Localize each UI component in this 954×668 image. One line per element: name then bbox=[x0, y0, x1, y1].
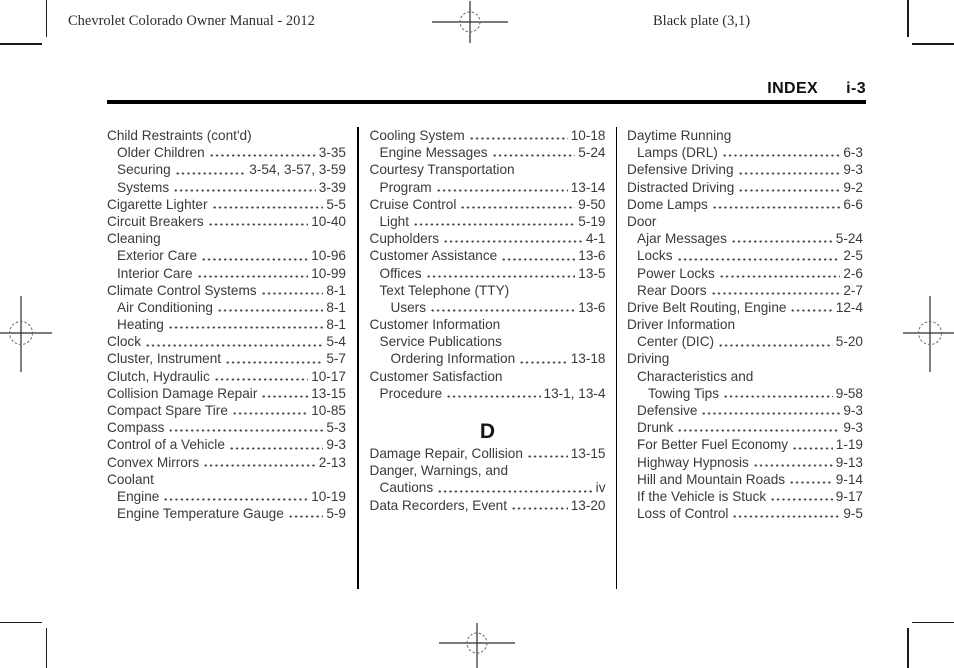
page-reference: 5-19 bbox=[578, 213, 606, 229]
page-reference: 10-17 bbox=[311, 368, 346, 384]
entry-title: Customer Assistance bbox=[369, 248, 498, 264]
index-entry-row bbox=[627, 488, 863, 505]
index-entry-row bbox=[370, 462, 606, 479]
crop-mark-bottom-right-horizontal bbox=[912, 622, 954, 624]
page-reference: 5-5 bbox=[326, 196, 346, 212]
page-reference: 10-99 bbox=[311, 265, 346, 281]
crop-mark-bottom-left-vertical bbox=[46, 628, 48, 668]
index-entry-row bbox=[370, 144, 606, 161]
index-entry-row bbox=[627, 247, 863, 264]
dot-leader bbox=[753, 454, 833, 471]
entry-title: Engine Messages bbox=[379, 145, 488, 161]
index-entry-row bbox=[107, 299, 346, 316]
entry-title: Ajar Messages bbox=[637, 231, 727, 247]
index-column-2 bbox=[359, 127, 616, 590]
page-reference: 13-14 bbox=[570, 179, 606, 195]
index-entry-row bbox=[627, 161, 863, 178]
entry-title: Cleaning bbox=[107, 231, 161, 247]
index-entry-row bbox=[107, 333, 346, 350]
index-entry-row bbox=[627, 316, 863, 333]
page-reference: 5-4 bbox=[326, 334, 346, 350]
dot-leader bbox=[437, 479, 593, 496]
dot-leader bbox=[701, 402, 840, 419]
index-entry-row bbox=[627, 436, 863, 453]
index-entry-row bbox=[107, 402, 346, 419]
dot-leader bbox=[443, 230, 583, 247]
entry-title: Climate Control Systems bbox=[107, 282, 257, 298]
page-reference: 5-9 bbox=[326, 506, 346, 522]
entry-title: Door bbox=[627, 213, 657, 229]
index-entry-row bbox=[370, 333, 606, 350]
entry-title: Older Children bbox=[117, 145, 205, 161]
dot-leader bbox=[519, 350, 568, 367]
dot-leader bbox=[430, 299, 575, 316]
entry-title: Data Recorders, Event bbox=[369, 497, 508, 513]
entry-title: Child Restraints (cont'd) bbox=[107, 128, 252, 143]
dot-leader bbox=[145, 333, 323, 350]
entry-title: Compact Spare Tire bbox=[107, 403, 228, 418]
index-entry-row bbox=[107, 368, 346, 385]
page-reference: 10-40 bbox=[311, 213, 346, 229]
page-reference: 13-15 bbox=[570, 446, 606, 461]
index-entry-row bbox=[370, 385, 606, 402]
index-entry-row bbox=[107, 350, 346, 367]
index-entry-row bbox=[107, 282, 346, 299]
page-reference: 1-19 bbox=[835, 437, 863, 453]
entry-title: Interior Care bbox=[117, 265, 193, 281]
dot-leader bbox=[792, 436, 833, 453]
index-entry-row bbox=[370, 179, 606, 196]
page-reference: 13-6 bbox=[578, 248, 606, 264]
entry-title: Loss of Control bbox=[637, 506, 729, 522]
crop-mark-top-right-vertical bbox=[907, 0, 909, 37]
index-entry-row bbox=[370, 350, 606, 367]
page-reference: 9-13 bbox=[835, 454, 863, 470]
page-reference: 10-96 bbox=[311, 248, 346, 264]
index-entry-row bbox=[627, 299, 863, 316]
dot-leader bbox=[718, 333, 833, 350]
dot-leader bbox=[677, 419, 840, 436]
index-section-letter bbox=[370, 402, 606, 445]
index-entry-row bbox=[627, 230, 863, 247]
dot-leader bbox=[677, 247, 841, 264]
index-entry-row bbox=[627, 505, 863, 522]
index-column-3 bbox=[617, 127, 867, 590]
dot-leader bbox=[175, 161, 247, 178]
page-reference: 10-18 bbox=[570, 128, 606, 143]
dot-leader bbox=[217, 299, 323, 316]
dot-leader bbox=[511, 497, 568, 514]
index-entry-row bbox=[627, 179, 863, 196]
page-reference: 3-39 bbox=[318, 179, 346, 195]
dot-leader bbox=[261, 282, 324, 299]
page-reference: 8-1 bbox=[326, 299, 346, 315]
entry-title: Customer Satisfaction bbox=[369, 368, 503, 384]
dot-leader bbox=[214, 368, 308, 385]
index-entry-row bbox=[107, 161, 346, 178]
index-entry-row bbox=[627, 282, 863, 299]
entry-title: Program bbox=[379, 179, 432, 195]
dot-leader bbox=[212, 196, 324, 213]
entry-title: Defensive Driving bbox=[627, 162, 734, 178]
page-reference: 3-54, 3-57, 3-59 bbox=[249, 162, 346, 178]
index-title-label: INDEX bbox=[767, 80, 819, 97]
page-reference: 9-2 bbox=[843, 179, 863, 195]
entry-title: Systems bbox=[117, 179, 170, 195]
entry-title: Towing Tips bbox=[648, 385, 720, 401]
index-entry-row bbox=[627, 350, 863, 367]
index-entry-row bbox=[107, 213, 346, 230]
index-entry-row bbox=[627, 471, 863, 488]
page-reference: 13-20 bbox=[570, 497, 606, 513]
index-entry-row bbox=[627, 196, 863, 213]
page-reference: 4-1 bbox=[585, 231, 606, 247]
index-entry-row bbox=[107, 265, 346, 282]
page-reference: 9-3 bbox=[843, 420, 863, 436]
dot-leader bbox=[232, 402, 308, 419]
entry-title: Daytime Running bbox=[627, 128, 732, 143]
manual-title-header: Chevrolet Colorado Owner Manual - 2012 bbox=[68, 13, 315, 29]
page-reference: 9-50 bbox=[578, 196, 606, 212]
index-entry-row bbox=[370, 497, 606, 514]
entry-title: Text Telephone (TTY) bbox=[379, 282, 510, 298]
dot-leader bbox=[446, 385, 540, 402]
dot-leader bbox=[738, 179, 840, 196]
index-entry-row bbox=[370, 247, 606, 264]
entry-title: Engine bbox=[117, 488, 160, 504]
index-entry-row bbox=[370, 230, 606, 247]
entry-title: Dome Lamps bbox=[627, 196, 708, 212]
section-letter-label: D bbox=[479, 420, 496, 443]
page-reference: 6-3 bbox=[843, 145, 863, 161]
page-reference: 9-3 bbox=[326, 437, 346, 453]
index-entry-row bbox=[370, 479, 606, 496]
index-entry-row bbox=[107, 419, 346, 436]
entry-title: Danger, Warnings, and bbox=[369, 463, 509, 479]
page-reference: 9-3 bbox=[843, 403, 863, 418]
page-reference: 9-5 bbox=[843, 506, 863, 522]
page-reference: 9-14 bbox=[835, 471, 863, 487]
index-column-1 bbox=[107, 127, 357, 590]
entry-title: Center (DIC) bbox=[637, 334, 715, 350]
index-entry-row bbox=[107, 505, 346, 522]
page-reference: 9-17 bbox=[835, 488, 863, 504]
page-reference: 9-3 bbox=[843, 162, 863, 178]
registration-crosshair-bottom-icon bbox=[439, 620, 515, 668]
dot-leader bbox=[492, 144, 576, 161]
crop-mark-top-left-vertical bbox=[46, 0, 48, 37]
page-reference: 2-13 bbox=[318, 454, 346, 470]
entry-title: Control of a Vehicle bbox=[107, 437, 225, 453]
entry-title: Cigarette Lighter bbox=[107, 196, 208, 212]
entry-title: Convex Mirrors bbox=[107, 454, 200, 470]
entry-title: Cooling System bbox=[369, 128, 465, 143]
dot-leader bbox=[460, 196, 575, 213]
index-entry-row bbox=[107, 385, 346, 402]
index-entry-row bbox=[627, 419, 863, 436]
index-entry-row bbox=[107, 471, 346, 488]
entry-title: Cupholders bbox=[369, 231, 440, 247]
index-entry-row bbox=[627, 333, 863, 350]
entry-title: Damage Repair, Collision bbox=[369, 446, 523, 461]
entry-title: Driving bbox=[627, 351, 670, 367]
entry-title: Service Publications bbox=[379, 334, 502, 350]
entry-title: Procedure bbox=[379, 385, 443, 401]
crop-mark-top-right-horizontal bbox=[912, 43, 954, 45]
dot-leader bbox=[790, 299, 832, 316]
entry-title: Circuit Breakers bbox=[107, 213, 204, 229]
dot-leader bbox=[229, 436, 323, 453]
index-entry-row bbox=[107, 436, 346, 453]
entry-title: Collision Damage Repair bbox=[107, 385, 258, 401]
dot-leader bbox=[201, 247, 308, 264]
entry-title: Power Locks bbox=[637, 265, 715, 281]
index-entry-row bbox=[107, 316, 346, 333]
dot-leader bbox=[173, 179, 316, 196]
dot-leader bbox=[731, 230, 833, 247]
page-reference: 3-35 bbox=[318, 145, 346, 161]
dot-leader bbox=[789, 471, 833, 488]
crop-mark-bottom-right-vertical bbox=[907, 628, 909, 668]
index-entry-row bbox=[107, 230, 346, 247]
dot-leader bbox=[225, 350, 323, 367]
page-reference: 13-5 bbox=[578, 265, 606, 281]
dot-leader bbox=[722, 144, 841, 161]
page-reference: 12-4 bbox=[835, 299, 863, 315]
index-entry-row bbox=[107, 196, 346, 213]
dot-leader bbox=[436, 179, 568, 196]
index-entry-row bbox=[370, 127, 606, 144]
index-entry-row bbox=[370, 213, 606, 230]
index-entry-row bbox=[627, 265, 863, 282]
entry-title: Cruise Control bbox=[369, 196, 457, 212]
dot-leader bbox=[261, 385, 308, 402]
entry-title: Engine Temperature Gauge bbox=[117, 506, 284, 522]
dot-leader bbox=[426, 265, 576, 282]
registration-crosshair-right-icon bbox=[903, 296, 954, 372]
entry-title: Exterior Care bbox=[117, 248, 198, 264]
dot-leader bbox=[413, 213, 575, 230]
index-entry-row bbox=[370, 299, 606, 316]
entry-title: Highway Hypnosis bbox=[637, 454, 749, 470]
index-entry-row bbox=[370, 265, 606, 282]
crop-mark-top-left-horizontal bbox=[0, 43, 42, 45]
entry-title: Cautions bbox=[379, 480, 434, 496]
index-entry-row bbox=[370, 368, 606, 385]
index-entry-row bbox=[107, 144, 346, 161]
dot-leader bbox=[770, 488, 833, 505]
dot-leader bbox=[711, 282, 841, 299]
index-entry-row bbox=[627, 385, 863, 402]
page-reference: 10-19 bbox=[311, 488, 346, 504]
entry-title: Users bbox=[390, 299, 426, 315]
page-reference: 5-3 bbox=[326, 420, 346, 436]
dot-leader bbox=[527, 445, 568, 462]
entry-title: Clutch, Hydraulic bbox=[107, 368, 210, 384]
index-entry-row bbox=[627, 368, 863, 385]
plate-info-header: Black plate (3,1) bbox=[653, 13, 751, 29]
dot-leader bbox=[288, 505, 324, 522]
entry-title: Rear Doors bbox=[637, 282, 707, 298]
dot-leader bbox=[209, 144, 316, 161]
entry-title: Securing bbox=[117, 162, 171, 178]
heading-rule bbox=[107, 100, 866, 104]
index-entry-row bbox=[627, 454, 863, 471]
registration-crosshair-left-icon bbox=[0, 296, 56, 372]
entry-title: If the Vehicle is Stuck bbox=[637, 488, 767, 504]
page-reference: 5-7 bbox=[326, 351, 346, 367]
entry-title: Heating bbox=[117, 317, 164, 333]
dot-leader bbox=[712, 196, 841, 213]
entry-title: Lamps (DRL) bbox=[637, 145, 718, 161]
page-reference: 10-85 bbox=[311, 403, 346, 418]
entry-title: Locks bbox=[637, 248, 673, 264]
entry-title: Coolant bbox=[107, 471, 154, 487]
dot-leader bbox=[732, 505, 840, 522]
entry-title: Compass bbox=[107, 420, 165, 436]
page-reference: 6-6 bbox=[843, 196, 863, 212]
dot-leader bbox=[197, 265, 309, 282]
page-number-label: i-3 bbox=[846, 80, 866, 97]
entry-title: Defensive bbox=[637, 403, 698, 418]
crop-mark-bottom-left-horizontal bbox=[0, 622, 42, 624]
entry-title: Air Conditioning bbox=[117, 299, 213, 315]
entry-title: Driver Information bbox=[627, 317, 736, 333]
index-entry-row bbox=[107, 488, 346, 505]
page-reference: 8-1 bbox=[326, 282, 346, 298]
entry-title: For Better Fuel Economy bbox=[637, 437, 789, 453]
dot-leader bbox=[163, 488, 308, 505]
dot-leader bbox=[469, 127, 568, 144]
entry-title: Ordering Information bbox=[390, 351, 516, 367]
page-reference: 2-5 bbox=[843, 248, 863, 264]
index-entry-row bbox=[370, 282, 606, 299]
page-reference: iv bbox=[595, 480, 606, 496]
entry-title: Light bbox=[379, 213, 409, 229]
index-entry-row bbox=[370, 196, 606, 213]
page-reference: 2-7 bbox=[843, 282, 863, 298]
index-entry-row bbox=[107, 127, 346, 144]
dot-leader bbox=[723, 385, 833, 402]
dot-leader bbox=[501, 247, 575, 264]
entry-title: Clock bbox=[107, 334, 141, 350]
index-columns bbox=[107, 127, 867, 590]
index-entry-row bbox=[370, 445, 606, 462]
page-reference: 5-20 bbox=[835, 334, 863, 350]
page-reference: 5-24 bbox=[835, 231, 863, 247]
index-entry-row bbox=[370, 161, 606, 178]
page-reference: 13-18 bbox=[570, 351, 606, 367]
page-reference: 13-1, 13-4 bbox=[543, 385, 606, 401]
entry-title: Customer Information bbox=[369, 317, 501, 333]
entry-title: Drive Belt Routing, Engine bbox=[627, 299, 787, 315]
index-entry-row bbox=[107, 454, 346, 471]
index-entry-row bbox=[370, 316, 606, 333]
index-entry-row bbox=[627, 127, 863, 144]
dot-leader bbox=[203, 454, 316, 471]
dot-leader bbox=[168, 316, 323, 333]
page-reference: 8-1 bbox=[326, 317, 346, 333]
entry-title: Drunk bbox=[637, 420, 674, 436]
dot-leader bbox=[168, 419, 323, 436]
dot-leader bbox=[738, 161, 841, 178]
entry-title: Courtesy Transportation bbox=[369, 162, 515, 178]
page-reference: 13-15 bbox=[311, 385, 346, 401]
page-reference: 5-24 bbox=[578, 145, 606, 161]
registration-crosshair-top-icon bbox=[432, 1, 508, 43]
index-entry-row bbox=[627, 213, 863, 230]
index-page-heading bbox=[107, 80, 866, 98]
entry-title: Distracted Driving bbox=[627, 179, 735, 195]
index-entry-row bbox=[627, 144, 863, 161]
entry-title: Offices bbox=[379, 265, 422, 281]
page-reference: 13-6 bbox=[578, 299, 606, 315]
dot-leader bbox=[208, 213, 309, 230]
page-reference: 9-58 bbox=[835, 385, 863, 401]
page-reference: 2-6 bbox=[843, 265, 863, 281]
entry-title: Cluster, Instrument bbox=[107, 351, 222, 367]
dot-leader bbox=[719, 265, 841, 282]
index-entry-row bbox=[107, 179, 346, 196]
index-entry-row bbox=[107, 247, 346, 264]
entry-title: Characteristics and bbox=[637, 368, 754, 384]
index-entry-row bbox=[627, 402, 863, 419]
entry-title: Hill and Mountain Roads bbox=[637, 471, 786, 487]
